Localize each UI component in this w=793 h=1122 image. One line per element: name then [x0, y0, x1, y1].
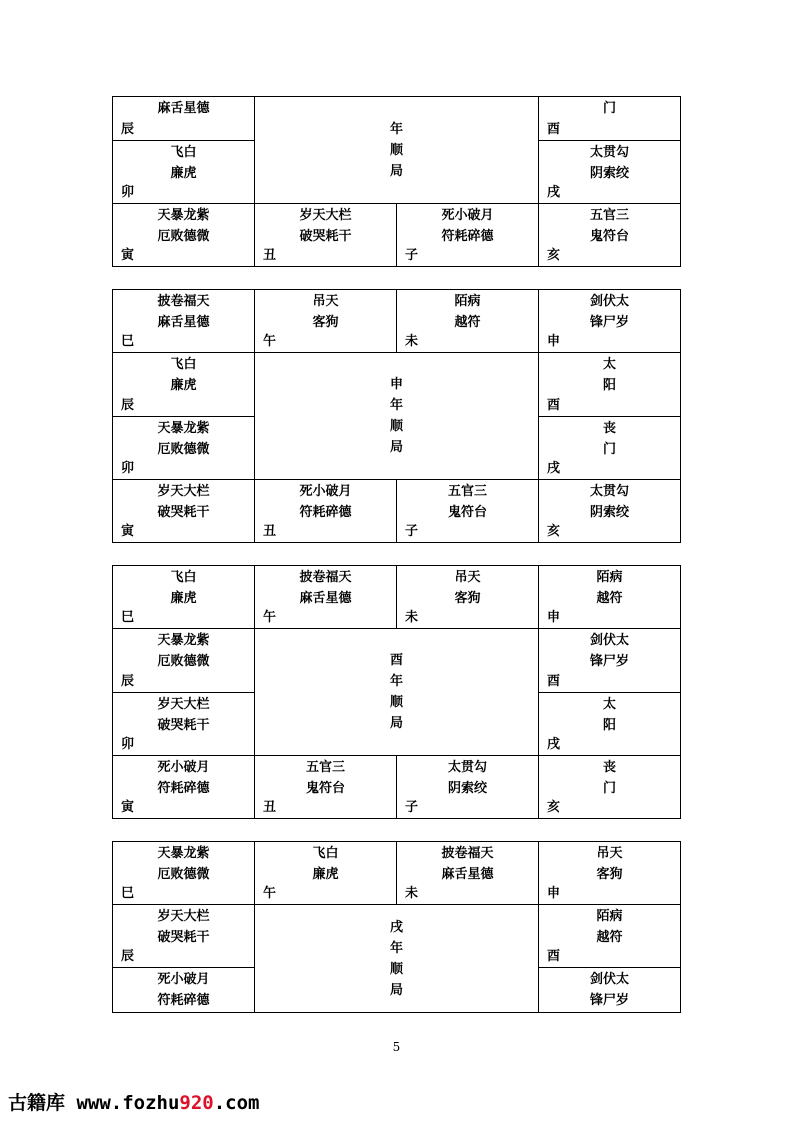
- branch-label: 申: [547, 886, 561, 901]
- text-line: 厄败德微: [157, 867, 210, 882]
- branch-label: 卯: [121, 736, 135, 752]
- text-line: 阳: [602, 378, 616, 394]
- text-line: 廉虎: [312, 867, 339, 882]
- branch-label: 巳: [121, 610, 135, 626]
- branch-label: 子: [405, 800, 419, 815]
- text-line: 死小破月: [441, 208, 494, 223]
- text-line: 天暴龙紫: [157, 633, 210, 649]
- star-list: [113, 905, 254, 948]
- star-list: [255, 290, 396, 333]
- branch-label: 亥: [547, 524, 561, 539]
- text-line: 客狗: [454, 591, 481, 606]
- text-line: 天暴龙紫: [157, 420, 210, 436]
- text-line: 年: [389, 121, 403, 137]
- star-list: [539, 629, 680, 672]
- branch-label: 酉: [547, 122, 561, 137]
- palace-cell: [539, 692, 681, 755]
- star-list: [539, 693, 680, 736]
- branch-label: 丑: [263, 524, 277, 539]
- star-list: [113, 629, 254, 672]
- branch-label: 午: [263, 886, 277, 901]
- text-line: 披卷福天: [157, 294, 210, 309]
- text-line: 麻舌星德: [441, 867, 494, 882]
- text-line: 陌病: [454, 294, 481, 309]
- text-line: 吊天: [596, 846, 623, 861]
- chart-table-4: [112, 841, 681, 1013]
- text-line: 符耗碎德: [157, 780, 210, 796]
- star-list: [113, 141, 254, 184]
- branch-label: 未: [405, 334, 419, 350]
- star-list: [539, 204, 680, 247]
- palace-cell: [113, 141, 255, 204]
- palace-cell: [539, 141, 681, 204]
- chart-table-3: [112, 565, 681, 819]
- branch-label: 戌: [547, 185, 561, 200]
- palace-cell: [113, 629, 255, 692]
- text-line: 天暴龙紫: [157, 846, 210, 861]
- branch-label: 酉: [547, 673, 561, 689]
- text-line: 破哭耗干: [157, 717, 210, 733]
- text-line: 鬼符台: [589, 229, 629, 244]
- text-line: 吊天: [454, 570, 481, 585]
- text-line: 岁天大栏: [157, 909, 210, 924]
- text-line: 阴索绞: [589, 504, 629, 520]
- text-line: 锋尸岁: [589, 315, 629, 330]
- text-line: 符耗碎德: [157, 993, 210, 1008]
- watermark-text-a: 古籍库 www.fozhu: [8, 1092, 180, 1114]
- text-line: 岁天大栏: [157, 483, 210, 499]
- page-number: 5: [392, 1040, 401, 1054]
- star-list: [539, 480, 680, 523]
- text-line: 厄败德微: [157, 229, 210, 244]
- text-line: 越符: [596, 930, 623, 945]
- center-cell: [255, 97, 539, 204]
- text-line: 符耗碎德: [441, 229, 494, 244]
- text-line: 年: [389, 940, 403, 956]
- branch-label: 寅: [121, 800, 135, 815]
- text-line: 门: [602, 441, 616, 457]
- text-line: 鬼符台: [305, 780, 345, 796]
- text-line: 死小破月: [157, 759, 210, 775]
- text-line: 死小破月: [299, 483, 352, 499]
- text-line: 剑伏太: [589, 633, 629, 649]
- star-list: [113, 97, 254, 119]
- center-text: [255, 119, 538, 182]
- palace-cell: [397, 566, 539, 629]
- text-line: 麻舌星德: [157, 101, 210, 116]
- palace-cell: [539, 290, 681, 353]
- center-cell: [255, 353, 539, 480]
- text-line: 破哭耗干: [157, 930, 210, 945]
- branch-label: 寅: [121, 248, 135, 263]
- text-line: 局: [389, 163, 403, 179]
- palace-cell: [539, 416, 681, 479]
- text-line: 阴索绞: [589, 166, 629, 181]
- palace-cell: [113, 566, 255, 629]
- branch-label: 丑: [263, 248, 277, 263]
- text-line: 顺: [389, 419, 403, 434]
- palace-cell: [113, 692, 255, 755]
- palace-cell: [539, 479, 681, 542]
- text-line: 戌: [389, 919, 403, 935]
- text-line: 鬼符台: [447, 504, 487, 520]
- palace-cell: [255, 204, 397, 267]
- branch-label: 辰: [121, 397, 135, 413]
- text-line: 天暴龙紫: [157, 208, 210, 223]
- star-list: [113, 353, 254, 396]
- text-line: 剑伏太: [589, 294, 629, 309]
- text-line: 酉: [389, 653, 403, 668]
- palace-cell: [113, 479, 255, 542]
- branch-label: 午: [263, 334, 277, 350]
- text-line: 太贯勾: [447, 759, 487, 775]
- star-list: [255, 566, 396, 609]
- branch-label: 子: [405, 248, 419, 263]
- text-line: 顺: [389, 695, 403, 710]
- text-line: 顺: [389, 961, 403, 977]
- star-list: [255, 756, 396, 799]
- text-line: 陌病: [596, 909, 623, 924]
- palace-cell: [539, 842, 681, 905]
- text-line: 飞白: [170, 357, 197, 373]
- star-list: [255, 204, 396, 247]
- branch-label: 申: [547, 334, 561, 350]
- star-list: [539, 905, 680, 948]
- text-line: 太贯勾: [589, 483, 629, 499]
- text-line: 阴索绞: [447, 780, 487, 796]
- text-line: 破哭耗干: [157, 504, 210, 520]
- branch-label: 午: [263, 610, 277, 626]
- palace-cell: [397, 290, 539, 353]
- palace-cell: [397, 755, 539, 818]
- palace-cell: [539, 755, 681, 818]
- palace-cell: [539, 566, 681, 629]
- text-line: 麻舌星德: [299, 591, 352, 606]
- watermark-text-c: .com: [213, 1092, 260, 1114]
- text-line: 吊天: [312, 294, 339, 309]
- text-line: 死小破月: [157, 972, 210, 987]
- palace-cell: [113, 204, 255, 267]
- branch-label: 辰: [121, 122, 135, 137]
- branch-label: 卯: [121, 460, 135, 476]
- text-line: 飞白: [170, 570, 197, 585]
- star-list: [113, 204, 254, 247]
- text-line: 越符: [454, 315, 481, 330]
- text-line: 丧: [602, 420, 616, 436]
- palace-cell: [539, 353, 681, 416]
- star-list: [397, 756, 538, 799]
- text-line: 披卷福天: [299, 570, 352, 585]
- text-line: 年: [389, 674, 403, 689]
- star-list: [539, 141, 680, 184]
- text-line: 五官三: [589, 208, 629, 223]
- text-line: 局: [389, 440, 403, 455]
- center-text: [255, 917, 538, 1001]
- text-line: 阳: [602, 717, 616, 733]
- text-line: 太贯勾: [589, 145, 629, 160]
- center-text: [255, 374, 538, 458]
- text-line: 厄败德微: [157, 654, 210, 670]
- branch-label: 子: [405, 524, 419, 539]
- text-line: 太: [602, 357, 616, 373]
- text-line: 廉虎: [170, 591, 197, 606]
- branch-label: 酉: [547, 949, 561, 964]
- text-line: 岁天大栏: [157, 696, 210, 712]
- text-line: 门: [602, 101, 616, 116]
- star-list: [539, 97, 680, 119]
- palace-cell: [397, 479, 539, 542]
- text-line: 顺: [389, 142, 403, 158]
- text-line: 门: [602, 780, 616, 796]
- palace-cell: [113, 416, 255, 479]
- star-list: [539, 756, 680, 799]
- text-line: 局: [389, 982, 403, 998]
- palace-cell: [113, 968, 255, 1013]
- text-line: 局: [389, 716, 403, 731]
- watermark-logo: [8, 1088, 259, 1115]
- text-line: 厄败德微: [157, 441, 210, 457]
- palace-cell: [255, 755, 397, 818]
- branch-label: 巳: [121, 886, 135, 901]
- palace-cell: [113, 755, 255, 818]
- branch-label: 亥: [547, 248, 561, 263]
- text-line: 客狗: [596, 867, 623, 882]
- star-list: [113, 566, 254, 609]
- star-list: [539, 353, 680, 396]
- text-line: 廉虎: [170, 166, 197, 181]
- star-list: [397, 842, 538, 885]
- star-list: [113, 290, 254, 333]
- star-list: [255, 842, 396, 885]
- branch-label: 未: [405, 610, 419, 626]
- palace-cell: [539, 629, 681, 692]
- text-line: 飞白: [312, 846, 339, 861]
- center-cell: [255, 905, 539, 1013]
- branch-label: 卯: [121, 185, 135, 200]
- palace-cell: [255, 479, 397, 542]
- palace-cell: [113, 97, 255, 141]
- star-list: [397, 480, 538, 523]
- star-list: [113, 756, 254, 799]
- star-list: [113, 842, 254, 885]
- branch-label: 亥: [547, 800, 561, 815]
- palace-cell: [113, 353, 255, 416]
- center-cell: [255, 629, 539, 756]
- star-list: [255, 480, 396, 523]
- palace-cell: [397, 204, 539, 267]
- palace-cell: [255, 290, 397, 353]
- branch-label: 辰: [121, 949, 135, 964]
- star-list: [539, 417, 680, 460]
- text-line: 锋尸岁: [589, 993, 629, 1008]
- palace-cell: [539, 968, 681, 1013]
- chart-table-1: [112, 96, 681, 267]
- branch-label: 戌: [547, 736, 561, 752]
- branch-label: 未: [405, 886, 419, 901]
- star-list: [397, 566, 538, 609]
- star-list: [113, 693, 254, 736]
- text-line: 太: [602, 696, 616, 712]
- star-list: [113, 417, 254, 460]
- text-line: 破哭耗干: [299, 229, 352, 244]
- palace-cell: [255, 566, 397, 629]
- branch-label: 申: [547, 610, 561, 626]
- text-line: 陌病: [596, 570, 623, 585]
- text-line: 五官三: [305, 759, 345, 775]
- text-line: 五官三: [447, 483, 487, 499]
- palace-cell: [113, 905, 255, 968]
- text-line: 麻舌星德: [157, 315, 210, 330]
- branch-label: 辰: [121, 673, 135, 689]
- text-line: 锋尸岁: [589, 654, 629, 670]
- star-list: [113, 968, 254, 1011]
- branch-label: 丑: [263, 800, 277, 815]
- palace-cell: [539, 97, 681, 141]
- branch-label: 寅: [121, 524, 135, 539]
- palace-cell: [397, 842, 539, 905]
- text-line: 申: [389, 377, 403, 392]
- star-list: [539, 290, 680, 333]
- star-list: [539, 842, 680, 885]
- text-line: 飞白: [170, 145, 197, 160]
- branch-label: 酉: [547, 397, 561, 413]
- center-text: [255, 650, 538, 734]
- text-line: 剑伏太: [589, 972, 629, 987]
- text-line: 廉虎: [170, 378, 197, 394]
- star-list: [113, 480, 254, 523]
- palace-cell: [539, 204, 681, 267]
- palace-cell: [539, 905, 681, 968]
- text-line: 符耗碎德: [299, 504, 352, 520]
- watermark-text-b: 920: [179, 1092, 214, 1114]
- chart-table-2: [112, 289, 681, 543]
- palace-cell: [113, 842, 255, 905]
- palace-cell: [255, 842, 397, 905]
- text-line: 岁天大栏: [299, 208, 352, 223]
- star-list: [397, 204, 538, 247]
- palace-cell: [113, 290, 255, 353]
- star-list: [539, 968, 680, 1011]
- text-line: 年: [389, 398, 403, 413]
- star-list: [539, 566, 680, 609]
- text-line: 丧: [602, 759, 616, 775]
- text-line: 越符: [596, 591, 623, 606]
- branch-label: 戌: [547, 460, 561, 476]
- text-line: 披卷福天: [441, 846, 494, 861]
- text-line: 客狗: [312, 315, 339, 330]
- star-list: [397, 290, 538, 333]
- branch-label: 巳: [121, 334, 135, 350]
